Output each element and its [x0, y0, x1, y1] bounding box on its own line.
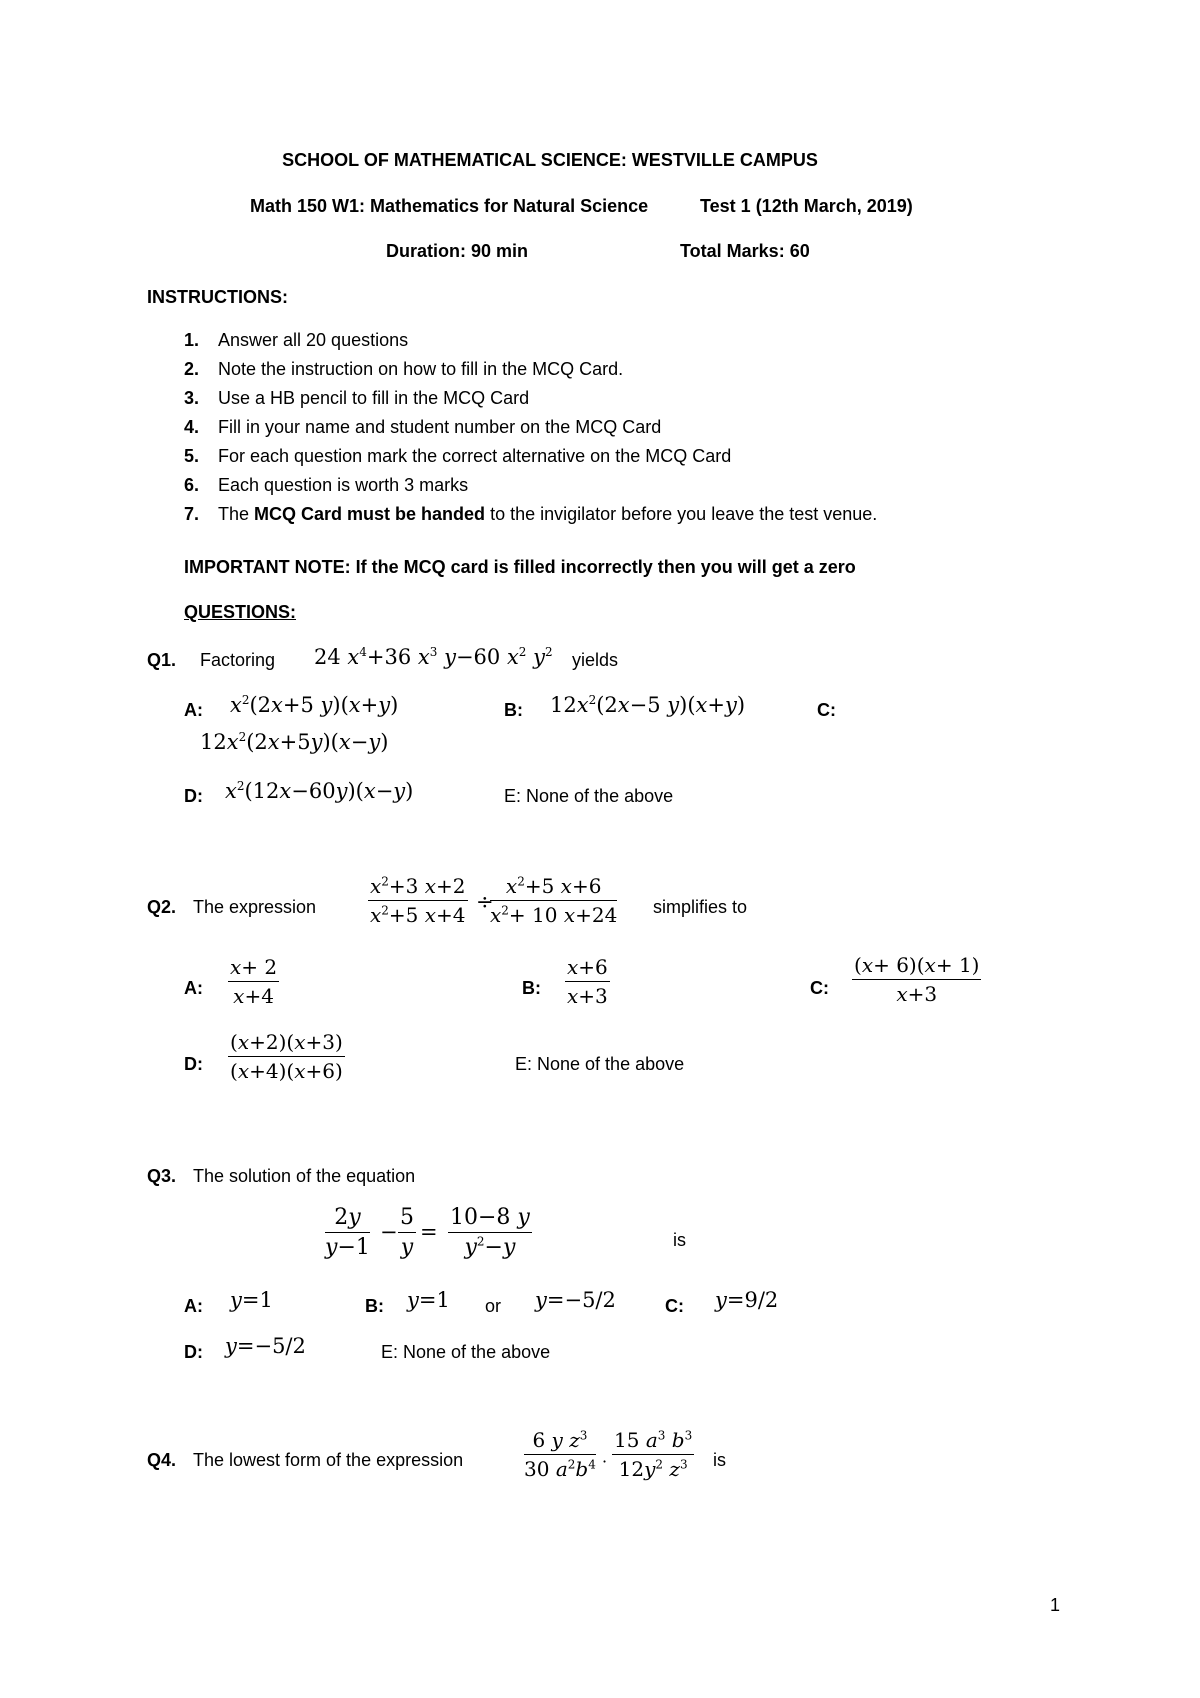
instructions-heading: INSTRUCTIONS: [147, 287, 288, 307]
q2-option-b-label: B: [522, 978, 541, 998]
minus-sign: − [380, 1220, 398, 1244]
q1-prompt: Factoring [200, 650, 276, 670]
q2-option-a-label: A: [184, 978, 203, 998]
q3-suffix: is [673, 1230, 686, 1250]
instruction-item: 1. Answer all 20 questions [184, 330, 409, 350]
duration: Duration: 90 min [386, 241, 529, 261]
q3-option-b: y=1 [407, 1288, 450, 1312]
instructions-list [184, 326, 877, 529]
q3-option-a-label: A: [184, 1296, 203, 1316]
q3-label: Q3. [147, 1166, 177, 1186]
test-title: Test 1 (12th March, 2019) [700, 196, 913, 216]
q4-fraction-1: $\frac{6 y z^3}{30 a^2b^4}$ [524, 1428, 596, 1481]
page-number: 1 [1050, 1595, 1061, 1615]
instruction-item: 4. Fill in your name and student number on the MCQ Card [184, 417, 662, 437]
q1-suffix: yields [572, 650, 619, 670]
q1-option-b-label: B: [504, 700, 523, 720]
q1-label: Q1. [147, 650, 177, 670]
q1-option-c-label: C: [817, 700, 836, 720]
q4-suffix: is [713, 1450, 726, 1470]
q2-label: Q2. [147, 897, 177, 917]
q3-prompt: The solution of the equation [193, 1166, 416, 1186]
course-title: Math 150 W1: Mathematics for Natural Science [250, 196, 649, 216]
q2-option-c: $\frac{(x+ 6)(x+ 1)}{x+3}$ [854, 953, 980, 1006]
q1-option-a-label: A: [184, 700, 203, 720]
instruction-item: 5. For each question mark the correct alternative on the MCQ Card [184, 446, 732, 466]
equals-sign: = [420, 1220, 438, 1244]
q2-prompt: The expression [193, 897, 317, 917]
q4-label: Q4. [147, 1450, 177, 1470]
q2-option-d-label: D: [184, 1054, 203, 1074]
divide-sign: ÷ [476, 890, 494, 914]
important-note: IMPORTANT NOTE: If the MCQ card is filled incorrectly then you will get a zero [184, 557, 856, 577]
instruction-item: 6. Each question is worth 3 marks [184, 475, 469, 495]
q1-option-e: E: None of the above [504, 786, 674, 806]
q3-fraction-1: $\frac{2y}{y-1}$ [325, 1205, 370, 1260]
q1-expression: 24 $x^4+36$ $x^3$ y−60 $x^2$ $y^2$ [314, 645, 553, 669]
q1-option-d: $x^2(12x-60y)(x-y)$ [225, 779, 414, 803]
total-marks: Total Marks: 60 [680, 241, 810, 261]
questions-heading: QUESTIONS: [184, 602, 297, 622]
school-title: SCHOOL OF MATHEMATICAL SCIENCE: WESTVILLE CAMPUS [282, 150, 818, 170]
q2-option-c-label: C: [810, 978, 829, 998]
q2-option-d: $\frac{(x+2)(x+3)}{(x+4)(x+6)}$ [230, 1030, 343, 1083]
instruction-item: 7. The MCQ Card must be handed to the invigilator before you leave the test venue. [184, 504, 878, 524]
q3-or: or [485, 1296, 502, 1316]
q3-option-d: y=−5/2 [225, 1334, 306, 1358]
q4-prompt: The lowest form of the expression [193, 1450, 464, 1470]
q1-option-c: $12x^2(2x+5y)(x-y)$ [200, 730, 389, 754]
q3-fraction-3: $\frac{10-8 y}{y^2-y}$ [450, 1205, 530, 1260]
q2-fraction-2: $\frac{x^2+5 x+6}{x^2+ 10 x+24}$ [490, 874, 618, 927]
q2-option-e: E: None of the above [515, 1054, 685, 1074]
q2-option-a: $\frac{x+ 2}{x+4}$ [230, 955, 278, 1008]
instruction-item: 2. Note the instruction on how to fill in the MCQ Card. [184, 359, 624, 379]
q3-option-d-label: D: [184, 1342, 203, 1362]
q3-option-a: y=1 [230, 1288, 273, 1312]
q3-option-b-alt: y=−5/2 [535, 1288, 616, 1312]
dot-sign: · [602, 1452, 608, 1471]
q3-option-b-label: B: [365, 1296, 384, 1316]
q3-option-e: E: None of the above [381, 1342, 551, 1362]
q1-option-d-label: D: [184, 786, 203, 806]
q1-option-a: $x^2(2x+5$ y)(x+y) [230, 693, 399, 717]
q1-option-b: $12x^2(2x-5$ y)(x+y) [550, 693, 746, 717]
q3-option-c: y=9/2 [715, 1288, 779, 1312]
q4-fraction-2: $\frac{15 a^3 b^3}{12y^2 z^3}$ [614, 1428, 693, 1481]
q2-suffix: simplifies to [653, 897, 748, 917]
instruction-item: 3. Use a HB pencil to fill in the MCQ Card [184, 388, 530, 408]
q2-fraction-1: $\frac{x^2+3 x+2}{x^2+5 x+4}$ [370, 874, 466, 927]
q3-fraction-2: $\frac{5}{y}$ [400, 1205, 414, 1260]
q2-option-b: $\frac{x+6}{x+3}$ [567, 955, 608, 1008]
q3-option-c-label: C: [665, 1296, 684, 1316]
